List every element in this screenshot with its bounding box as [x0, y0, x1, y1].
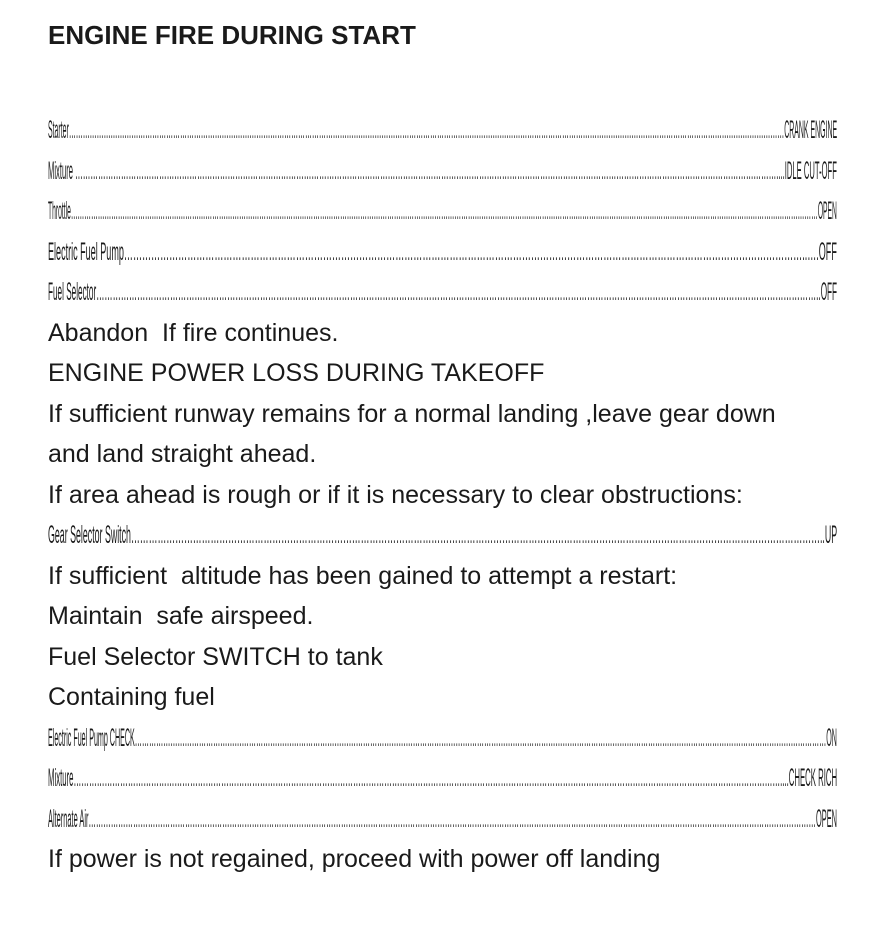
paragraph-line [48, 640, 383, 674]
line-text: Starter…………………………………………………………………………………………………………………………………………………………………………………………………………………………………………………………………………………CRANK ENGINE [48, 116, 838, 144]
line-text: If sufficient runway remains for a normal landing ,leave gear down [48, 400, 776, 428]
section-heading [48, 356, 544, 390]
paragraph-line [48, 599, 313, 633]
line-text: If sufficient altitude has been gained to attempt a restart: [48, 562, 678, 590]
checklist-line-mixture [48, 154, 837, 188]
line-text: Fuel Selector SWITCH to tank [48, 643, 383, 671]
line-text: Containing fuel [48, 683, 215, 711]
checklist-line-fuel-selector [48, 275, 837, 309]
line-text: If power is not regained, proceed with power off landing [48, 845, 661, 873]
page-title: ENGINE FIRE DURING START [48, 20, 416, 50]
line-text: Gear Selector Switch………………………………………………………………………………………………………………………………………………………………………………………………………………..UP [48, 521, 838, 549]
checklist-line-throttle [48, 194, 837, 228]
paragraph-line [48, 397, 776, 431]
checklist-line-mixture-check [48, 761, 837, 795]
checklist-line-alternate-air [48, 802, 837, 836]
line-text: Abandon If fire continues. [48, 319, 339, 347]
line-text: Electric Fuel Pump CHECK…………………………………………………………………………………………………………………………………………………………………………………………………………………………………………………………………ON [48, 724, 837, 752]
line-text: Mixture ……………………………………………………………………………………………………………………………………………………………………………………………………………………………………………………....IDLE CUT-OFF [48, 157, 837, 185]
line-text: If area ahead is rough or if it is necessary to clear obstructions: [48, 481, 743, 509]
paragraph-line [48, 559, 677, 593]
line-text: Throttle………………………………………………………………………………………………………………………………………………………………………………………………………………………………………………………………………………………………………OPEN [48, 197, 837, 225]
checklist-line-gear-selector-switch [48, 518, 837, 552]
line-text: ENGINE POWER LOSS DURING TAKEOFF [48, 359, 545, 387]
checklist-line-starter [48, 113, 837, 147]
paragraph-line [48, 842, 660, 876]
checklist-line-electric-fuel-pump-check [48, 721, 837, 755]
line-text: Alternate Air……………………………………………………………………………………………………………………………………………………………………………………………………………………………………………………………………OPEN [48, 805, 838, 833]
line-text: Fuel Selector…………………………………………………………………………………………………………………………………………………………………………………………………………………………………………..OFF [48, 278, 838, 306]
line-text: Electric Fuel Pump………………………………………………………………………………………………………………………………………………………………………………………………………..….OFF [48, 238, 837, 266]
line-text: Maintain safe airspeed. [48, 602, 314, 630]
paragraph-line [48, 437, 316, 471]
paragraph-line [48, 478, 743, 512]
line-text: and land straight ahead. [48, 440, 317, 468]
checklist-line-electric-fuel-pump [48, 235, 837, 269]
line-text: Mixture…………………………………………………………………………………………………………………………………………………………………………………………………………………………………………………....CHECK RICH [48, 764, 838, 792]
paragraph-line [48, 680, 215, 714]
paragraph-abandon [48, 316, 338, 350]
